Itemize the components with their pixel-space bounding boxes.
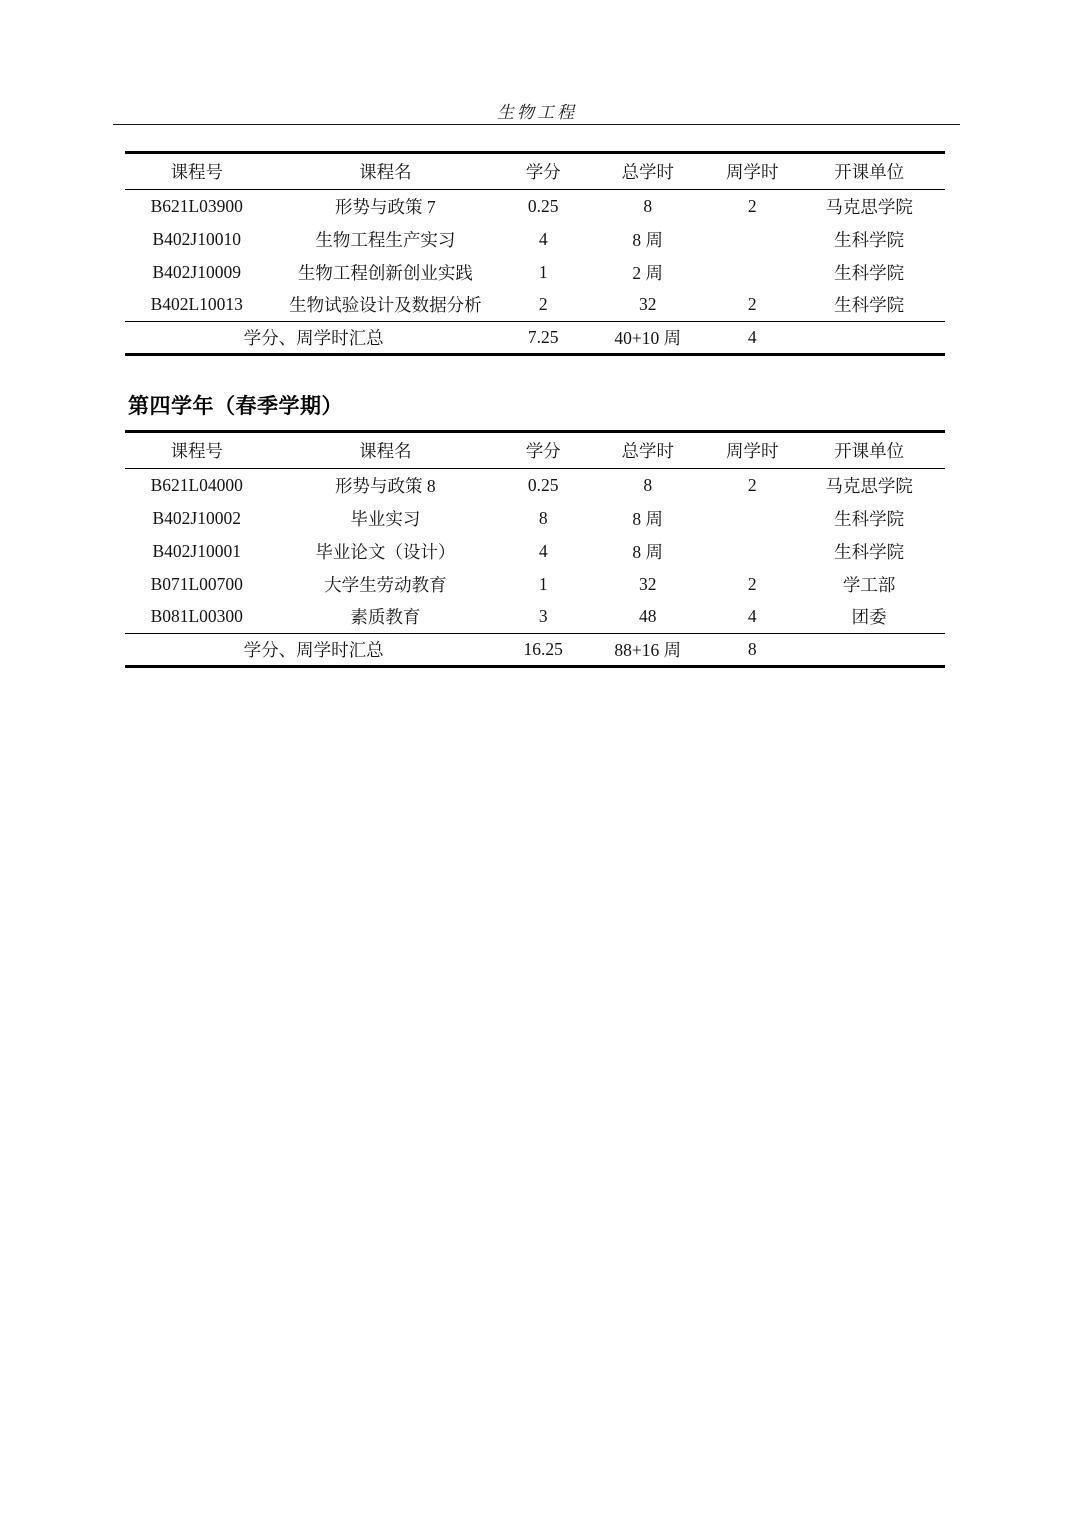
cell-total-hours: 48 [638,606,657,627]
cell-total-hours: 8 [643,195,653,216]
table-row [125,469,945,502]
table-row [125,223,945,256]
header-rule [113,124,960,125]
course-table-2 [125,430,945,668]
cell-weekly-hours [711,502,793,535]
table-row [125,190,945,223]
cell-credits: 0.25 [527,195,559,216]
summary-unit [793,634,945,667]
cell-course-name: 毕业实习 [350,508,421,529]
cell-credits: 1 [538,573,548,594]
table-row [125,256,945,289]
cell-weekly-hours: 4 [747,606,757,627]
cell-total-hours: 32 [638,294,657,315]
summary-credits: 7.25 [527,327,559,347]
cell-total-hours: 32 [638,573,657,594]
summary-label: 学分、周学时汇总 [243,328,384,348]
col-header-credits: 学分 [525,441,561,461]
cell-course-name: 形势与政策 7 [335,196,436,217]
cell-credits: 8 [538,507,548,528]
table-header-row [125,153,945,190]
col-header-course-name: 课程名 [359,162,412,182]
table-row [125,289,945,322]
summary-row [125,322,945,355]
cell-course-id: B081L00300 [150,606,243,627]
summary-weekly-hours: 4 [747,327,757,347]
cell-unit: 生科学院 [834,262,905,283]
cell-course-id: B402L10013 [150,294,243,315]
cell-unit: 团委 [851,607,887,628]
cell-total-hours: 8 周 [632,541,664,562]
cell-weekly-hours [711,535,793,568]
cell-credits: 3 [538,606,548,627]
cell-unit: 学工部 [842,574,896,595]
table-row [125,535,945,568]
cell-course-id: B621L04000 [150,474,243,495]
summary-row [125,634,945,667]
cell-weekly-hours: 2 [747,573,757,594]
col-header-course-name: 课程名 [359,441,412,461]
summary-total-hours: 40+10 周 [614,328,682,348]
cell-course-name: 毕业论文（设计） [315,541,456,562]
cell-weekly-hours: 2 [747,195,757,216]
summary-credits: 16.25 [523,639,563,659]
col-header-weekly-hours: 周学时 [726,441,779,461]
cell-course-id: B071L00700 [150,573,243,594]
cell-credits: 0.25 [527,474,559,495]
table-header-row [125,432,945,469]
cell-unit: 生科学院 [834,508,905,529]
col-header-unit: 开课单位 [834,441,905,461]
course-table-1 [125,151,945,356]
cell-credits: 4 [538,540,548,561]
summary-weekly-hours: 8 [747,639,757,659]
cell-course-name: 生物工程生产实习 [315,229,456,250]
summary-label: 学分、周学时汇总 [243,640,384,660]
cell-course-name: 生物试验设计及数据分析 [289,295,482,316]
col-header-credits: 学分 [525,162,561,182]
col-header-weekly-hours: 周学时 [726,162,779,182]
cell-unit: 生科学院 [834,541,905,562]
col-header-total-hours: 总学时 [621,162,674,182]
table-row [125,568,945,601]
cell-weekly-hours [711,256,793,289]
section-title: 第四学年（春季学期） [128,395,343,418]
cell-unit: 马克思学院 [825,196,913,217]
cell-unit: 生科学院 [834,229,905,250]
summary-unit [793,322,945,355]
running-head: 生物工程 [497,103,577,123]
col-header-course-id: 课程号 [170,441,223,461]
cell-weekly-hours: 2 [747,294,757,315]
cell-course-id: B402J10009 [152,261,241,282]
table-row [125,601,945,634]
cell-weekly-hours [711,223,793,256]
summary-total-hours: 88+16 周 [614,640,682,660]
cell-credits: 4 [538,228,548,249]
cell-total-hours: 8 [643,474,653,495]
cell-total-hours: 2 周 [632,262,664,283]
col-header-total-hours: 总学时 [621,441,674,461]
cell-course-name: 形势与政策 8 [335,475,436,496]
cell-unit: 马克思学院 [825,475,913,496]
cell-course-name: 生物工程创新创业实践 [297,262,473,283]
cell-course-name: 大学生劳动教育 [324,574,447,595]
col-header-course-id: 课程号 [170,162,223,182]
col-header-unit: 开课单位 [834,162,905,182]
cell-credits: 1 [538,261,548,282]
cell-course-id: B402J10002 [152,507,241,528]
cell-course-name: 素质教育 [350,607,421,628]
cell-course-id: B621L03900 [150,195,243,216]
table-row [125,502,945,535]
cell-total-hours: 8 周 [632,508,664,529]
cell-total-hours: 8 周 [632,229,664,250]
cell-weekly-hours: 2 [747,474,757,495]
cell-course-id: B402J10001 [152,540,241,561]
cell-unit: 生科学院 [834,295,905,316]
cell-credits: 2 [538,294,548,315]
cell-course-id: B402J10010 [152,228,241,249]
